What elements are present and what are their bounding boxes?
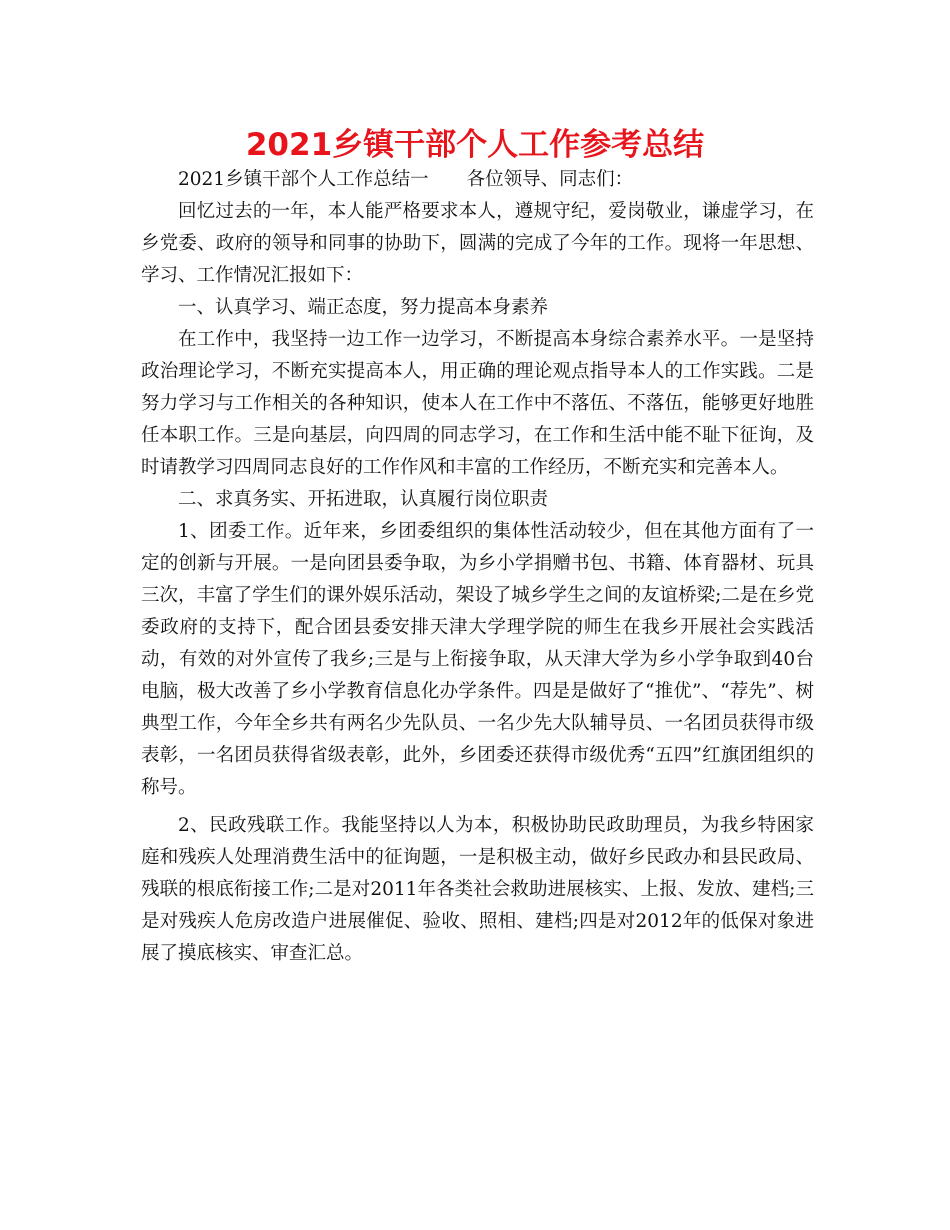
section-heading-2: 二、求真务实、开拓进取，认真履行岗位职责 — [178, 489, 549, 510]
paragraph: 2、民政残联工作。我能坚持以人为本，积极协助民政助理员，为我乡特困家庭和残疾人处理消费生活中的征询题，一是积极主动，做好乡民政办和县民政局、残联的根底衔接工作;二是对2011年各类社会救助进展核实、上报、发放、建档;三是对残疾人危房改造户进展催促、验收、照相、建档;四是对2012年的低保对象进展了摸底核实、审查汇总。 — [141, 815, 814, 964]
document-title: 2021乡镇干部个人工作参考总结 — [245, 127, 705, 163]
paragraph: 回忆过去的一年，本人能严格要求本人，遵规守纪，爱岗敬业，谦虚学习，在乡党委、政府的领导和同事的协助下，圆满的完成了今年的工作。现将一年思想、学习、工作情况汇报如下： — [141, 201, 814, 286]
paragraph: 在工作中，我坚持一边工作一边学习，不断提高本身综合素养水平。一是坚持政治理论学习，不断充实提高本人，用正确的理论观点指导本人的工作实践。二是努力学习与工作相关的各种知识，使本人在工作中不落伍、不落伍，能够更好地胜任本职工作。三是向基层，向四周的同志学习，在工作和生活中能不耻下征询，及时请教学习四周同志良好的工作作风和丰富的工作经历，不断充实和完善本人。 — [141, 329, 814, 478]
paragraph: 1、团委工作。近年来，乡团委组织的集体性活动较少，但在其他方面有了一定的创新与开展。一是向团县委争取，为乡小学捐赠书包、书籍、体育器材、玩具三次，丰富了学生们的课外娱乐活动，架设了城乡学生之间的友谊桥梁;二是在乡党委政府的支持下，配合团县委安排天津大学理学院的师生在我乡开展社会实践活动，有效的对外宣传了我乡;三是与上衔接争取，从天津大学为乡小学争取到40台电脑，极大改善了乡小学教育信息化办学条件。四是是做好了“推优”、“荐先”、树典型工作，今年全乡共有两名少先队员、一名少先大队辅导员、一名团员获得市级表彰，一名团员获得省级表彰，此外，乡团委还获得市级优秀“五四”红旗团组织的称号。 — [141, 521, 814, 798]
section-heading-1: 一、认真学习、端正态度，努力提高本身素养 — [178, 297, 549, 318]
document-body — [141, 164, 814, 970]
greeting: 各位领导、同志们： — [466, 169, 634, 190]
intro-heading: 2021乡镇干部个人工作总结一 — [178, 169, 429, 190]
paragraph-intro — [141, 164, 814, 196]
